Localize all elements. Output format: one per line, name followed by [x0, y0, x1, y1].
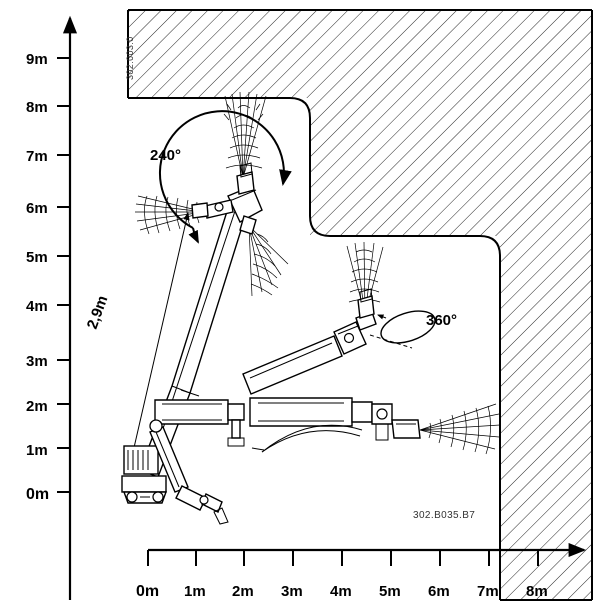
y-axis-label-3: 3m	[26, 353, 48, 370]
rotation-arc-240	[150, 111, 284, 242]
y-axis-label-4: 4m	[26, 298, 48, 315]
x-axis-label-5: 5m	[379, 583, 401, 600]
y-axis-label-0: 0m	[26, 486, 50, 503]
x-axis-label-6: 6m	[428, 583, 450, 600]
boom-horizontal-right	[250, 398, 420, 452]
y-axis-label-9: 9m	[26, 51, 48, 68]
y-axis-label-8: 8m	[26, 99, 48, 116]
boom-inclined-middle	[243, 289, 376, 394]
y-axis	[26, 18, 70, 600]
x-axis-label-8: 8m	[526, 583, 548, 600]
reach-label: 2,9m	[83, 293, 112, 332]
code-bottom: 302.B035.B7	[413, 510, 476, 521]
x-axis-label-3: 3m	[281, 583, 303, 600]
rotation-240-label: 240°	[150, 147, 182, 164]
x-axis-label-4: 4m	[330, 583, 352, 600]
rotation-360-label: 360°	[426, 312, 458, 329]
x-axis-label-7: 7m	[477, 583, 499, 600]
y-axis-label-1: 1m	[26, 442, 48, 459]
x-axis-label-0: 0m	[136, 583, 160, 600]
y-axis-label-7: 7m	[26, 148, 48, 165]
x-axis-label-1: 1m	[184, 583, 206, 600]
code-vertical: 302.003.0	[125, 36, 135, 80]
y-axis-label-6: 6m	[26, 200, 48, 217]
rotation-arc-360	[370, 305, 457, 349]
y-axis-label-5: 5m	[26, 249, 48, 266]
spray-fan-lower-right	[420, 404, 500, 454]
y-axis-label-2: 2m	[26, 398, 48, 415]
spray-fan-middle	[249, 226, 288, 296]
x-axis-label-2: 2m	[232, 583, 254, 600]
boom-folded-low	[150, 400, 244, 524]
